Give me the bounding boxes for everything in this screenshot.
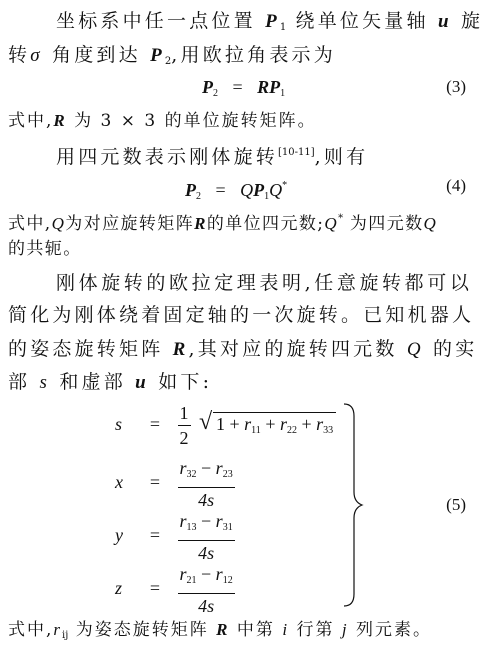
- text-line: [8, 208, 484, 235]
- subscript: 22: [286, 424, 297, 436]
- numerator: [178, 511, 235, 541]
- subscript: 21: [186, 575, 197, 586]
- var-r: r: [179, 458, 187, 478]
- text-line: [56, 272, 472, 294]
- var-q: Q: [240, 180, 254, 200]
- equation-number: (5): [446, 495, 466, 514]
- text: 的实: [433, 338, 478, 360]
- denominator: 4s: [198, 490, 215, 510]
- plus: +: [260, 413, 280, 434]
- text: 为姿态旋转矩阵: [75, 620, 209, 640]
- var-q: Q: [269, 180, 283, 200]
- plus: +: [296, 413, 317, 434]
- radicand: [213, 412, 336, 436]
- minus: −: [196, 564, 216, 584]
- equation-4: [185, 175, 287, 208]
- var-y: y: [115, 525, 123, 546]
- text-line: [8, 338, 484, 361]
- text-line: [8, 371, 484, 394]
- equals: =: [149, 578, 161, 599]
- var-p: P: [253, 180, 265, 200]
- conjugate-star: *: [338, 213, 344, 224]
- subscript: 2: [164, 56, 172, 67]
- var-r: r: [179, 564, 187, 584]
- var-r: r: [279, 413, 287, 434]
- minus: −: [196, 511, 216, 531]
- text: 为四元数: [349, 214, 424, 234]
- right-brace: [340, 402, 366, 608]
- text: 列元素。: [356, 620, 432, 640]
- text-line: [56, 142, 368, 168]
- square-root: [199, 408, 336, 436]
- var-u: u: [437, 11, 452, 32]
- subscript: 1: [264, 191, 270, 202]
- subscript: 2: [196, 191, 201, 202]
- text: 坐标系中任一点位置: [56, 10, 256, 32]
- var-s: s: [39, 372, 51, 393]
- text-line: [8, 110, 484, 132]
- subscript: 11: [251, 424, 261, 436]
- var-sigma: σ: [30, 45, 43, 66]
- text: 为对应旋转矩阵: [65, 214, 195, 234]
- var-p: P: [265, 11, 280, 32]
- text: 绕单位矢量轴: [295, 10, 429, 32]
- equals: =: [149, 525, 161, 546]
- denominator: 4s: [198, 543, 215, 563]
- text-line: [8, 238, 484, 260]
- text: 式中,: [8, 214, 52, 234]
- text: 转: [8, 44, 31, 66]
- equals: =: [232, 77, 243, 97]
- text: 1 +: [216, 413, 245, 434]
- equation-number: (4): [446, 176, 466, 195]
- var-r: R: [172, 339, 189, 360]
- var-s: s: [115, 413, 123, 434]
- text: 简化为刚体绕着固定轴的一次旋转。已知机器人: [8, 304, 475, 326]
- var-r: R: [53, 111, 67, 130]
- radical-sign: √: [199, 408, 213, 435]
- var-p: P: [202, 77, 213, 97]
- var-q: Q: [423, 214, 438, 233]
- conjugate-star: *: [282, 180, 288, 191]
- minus: −: [196, 458, 216, 478]
- var-x: x: [115, 472, 123, 493]
- equation-3: [202, 76, 285, 105]
- equation-5-line-y: [115, 511, 235, 563]
- text: 为 3 × 3 的单位旋转矩阵。: [74, 111, 317, 131]
- text: 用四元数表示刚体旋转: [56, 146, 279, 168]
- subscript: 33: [323, 424, 334, 436]
- text-line: [8, 619, 484, 647]
- text-line: [56, 10, 483, 39]
- var-i: i: [282, 620, 290, 639]
- denominator: 4s: [198, 596, 215, 616]
- equation-5-line-s: [115, 403, 336, 448]
- text: ,则有: [314, 146, 369, 168]
- subscript: ij: [62, 630, 69, 641]
- text: 如下:: [158, 371, 213, 393]
- var-q: Q: [324, 214, 339, 233]
- text: 式中,: [8, 111, 54, 131]
- equation-5-line-x: [115, 458, 235, 510]
- var-r: r: [215, 564, 223, 584]
- text-line: [8, 304, 484, 326]
- var-j: j: [341, 620, 349, 639]
- subscript: 1: [279, 22, 287, 33]
- subscript: 31: [222, 522, 233, 533]
- text: 的共轭。: [8, 239, 82, 259]
- var-r: r: [53, 620, 63, 639]
- subscript: 1: [280, 88, 286, 99]
- var-r: r: [316, 413, 324, 434]
- var-r: r: [215, 511, 223, 531]
- var-r: r: [215, 458, 223, 478]
- text: ,用欧拉角表示为: [171, 44, 336, 66]
- equation-5-line-z: [115, 564, 235, 616]
- var-r: R: [194, 214, 207, 233]
- numerator: [178, 564, 235, 594]
- equals: =: [215, 180, 226, 200]
- text: 刚体旋转的欧拉定理表明,任意旋转都可以: [56, 272, 473, 294]
- text: 的姿态旋转矩阵: [8, 338, 164, 360]
- text: 角度到达: [52, 44, 141, 66]
- text-line: [8, 44, 484, 73]
- subscript: 12: [222, 575, 233, 586]
- var-z: z: [115, 578, 123, 599]
- var-p: P: [150, 45, 165, 66]
- subscript: 13: [186, 522, 197, 533]
- fraction: [178, 564, 235, 616]
- denominator: 2: [179, 428, 189, 448]
- var-r: R: [216, 620, 230, 639]
- fraction: [178, 458, 235, 510]
- var-p: P: [269, 77, 281, 97]
- equals: =: [149, 413, 161, 434]
- fraction: [178, 403, 191, 448]
- equals: =: [149, 472, 161, 493]
- numerator: 1: [178, 403, 191, 426]
- var-u: u: [135, 372, 149, 393]
- text: 中第: [236, 620, 275, 640]
- var-r: r: [244, 413, 252, 434]
- text: 部: [8, 371, 31, 393]
- numerator: [178, 458, 235, 488]
- text: 行第: [296, 620, 335, 640]
- text: ,其对应的旋转四元数: [188, 338, 398, 360]
- equation-number: (3): [446, 77, 466, 96]
- var-r: R: [257, 77, 270, 97]
- subscript: 23: [222, 469, 233, 480]
- citation: [10-11]: [278, 147, 315, 158]
- var-p: P: [185, 180, 196, 200]
- text: 式中,: [8, 620, 54, 640]
- text: 旋: [460, 10, 484, 32]
- subscript: 2: [213, 88, 218, 99]
- subscript: 32: [186, 469, 197, 480]
- fraction: [178, 511, 235, 563]
- var-r: r: [179, 511, 187, 531]
- var-q: Q: [406, 339, 424, 360]
- var-q: Q: [51, 214, 66, 233]
- text: 的单位四元数;: [206, 214, 325, 234]
- text: 和虚部: [59, 371, 126, 393]
